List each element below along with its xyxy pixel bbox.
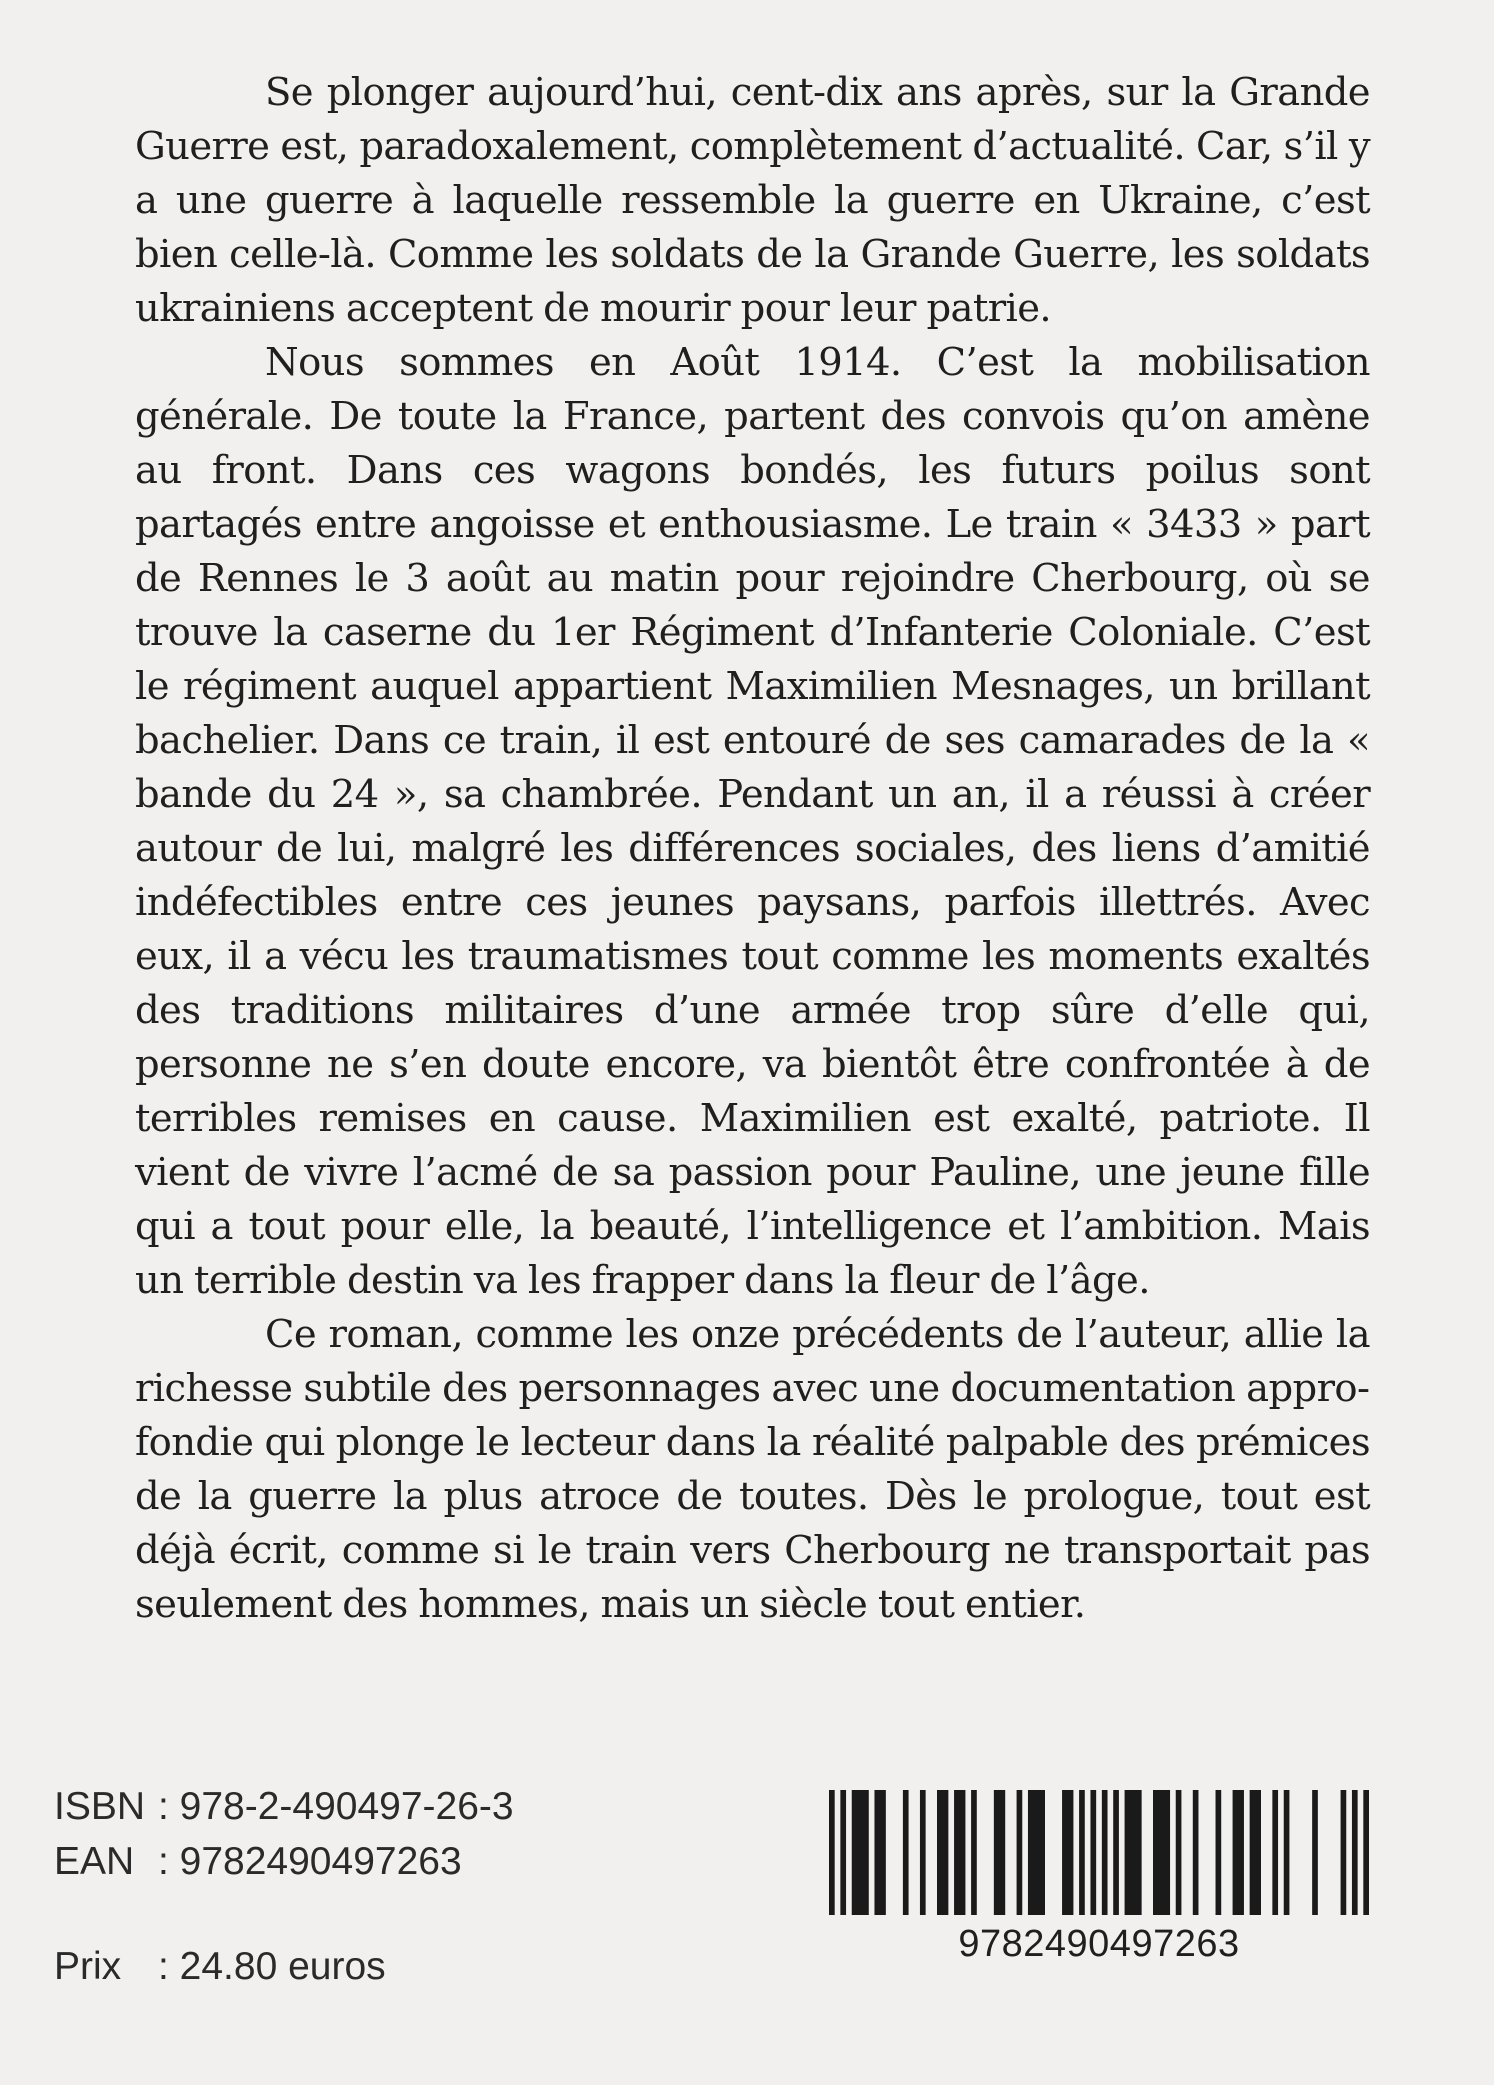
barcode-bar-11 [1028,1790,1045,1915]
barcode-bar-28 [1352,1790,1358,1915]
barcode-bar-9 [994,1790,1005,1915]
barcode-bar-15 [1102,1790,1108,1915]
barcode-bar-19 [1176,1790,1182,1915]
barcode-bar-6 [937,1790,948,1915]
barcode-bar-12 [1062,1790,1073,1915]
ean-label: EAN [54,1840,135,1883]
barcode-bar-7 [954,1790,965,1915]
barcode-bars [829,1790,1369,1915]
barcode-bar-21 [1216,1790,1222,1915]
barcode-bar-20 [1193,1790,1199,1915]
ean-barcode [829,1790,1369,1965]
barcode-bar-1 [840,1790,846,1915]
barcode-bar-23 [1250,1790,1261,1915]
isbn-row [54,1785,514,1829]
isbn-value: : 978-2-490497-26-3 [158,1785,514,1828]
barcode-bar-27 [1341,1790,1347,1915]
barcode-bar-26 [1312,1790,1318,1915]
barcode-bar-10 [1017,1790,1023,1915]
price-label: Prix [54,1945,122,1988]
barcode-bar-18 [1153,1790,1170,1915]
barcode-bar-17 [1125,1790,1142,1915]
blurb-text [135,66,1370,1632]
isbn-label: ISBN [54,1785,146,1828]
blurb-paragraph-2: Nous sommes en Août 1914. C’est la mobilisation générale. De toute la France, partent des convois qu’on amène au front. Dans ces wagons bondés, les futurs poilus sont partagés entre angoisse et enthousiasme. Le train « 3433 » part de Rennes le 3 août au matin pour rejoindre Cherbourg, où se trouve la caserne du 1er Régiment d’Infanterie Coloniale. C’est le régiment auquel appartient Maximilien Mesnages, un brillant bachelier. Dans ce train, il est entouré de ses camarades de la « bande du 24 », sa chambrée. Pendant un an, il a réussi à créer autour de lui, malgré les différences sociales, des liens d’amitié indéfectibles entre ces jeunes paysans, parfois illettrés. Avec eux, il a vécu les traumatismes tout comme les moments exaltés des traditions militaires d’une armée trop sûre d’elle qui, personne ne s’en doute encore, va bientôt être confrontée à de terribles remises en cause. Maximilien est exalté, patriote. Il vient de vivre l’acmé de sa passion pour Pauline, une jeune fille qui a tout pour elle, la beauté, l’intelligence et l’ambition. Mais un terrible destin va les frapper dans la fleur de l’âge. [135,340,1370,1303]
barcode-bar-25 [1284,1790,1290,1915]
barcode-bar-8 [971,1790,977,1915]
blurb-paragraph-3: Ce roman, comme les onze précédents de l’auteur, allie la richesse subtile des personnages avec une documentation approfondie qui plonge le lecteur dans la réalité palpable des prémices de la guerre la plus atroce de toutes. Dès le prologue, tout est déjà écrit, comme si le train vers Cherbourg ne transportait pas seulement des hommes, mais un siècle tout entier. [135,1312,1370,1627]
barcode-bar-13 [1079,1790,1085,1915]
price-value: : 24.80 euros [158,1945,386,1988]
barcode-bar-2 [852,1790,869,1915]
ean-value: : 9782490497263 [158,1840,462,1883]
blurb-paragraph-1: Se plonger aujourd’hui, cent-dix ans après, sur la Grande Guerre est, paradoxalement, complètement d’actualité. Car, s’il y a une guerre à laquelle ressemble la guerre en Ukraine, c’est bien celle-là. Comme les soldats de la Grande Guerre, les soldats ukrainiens acceptent de mourir pour leur patrie. [135,70,1370,331]
barcode-bar-16 [1113,1790,1119,1915]
barcode-bar-4 [903,1790,909,1915]
barcode-bar-3 [874,1790,885,1915]
price-row [54,1945,386,1989]
barcode-bar-5 [920,1790,926,1915]
barcode-bar-24 [1272,1790,1278,1915]
ean-row [54,1840,462,1884]
barcode-bar-0 [829,1790,835,1915]
barcode-bar-29 [1363,1790,1369,1915]
barcode-bar-14 [1090,1790,1096,1915]
barcode-number: 9782490497263 [958,1923,1240,1965]
barcode-bar-22 [1233,1790,1244,1915]
